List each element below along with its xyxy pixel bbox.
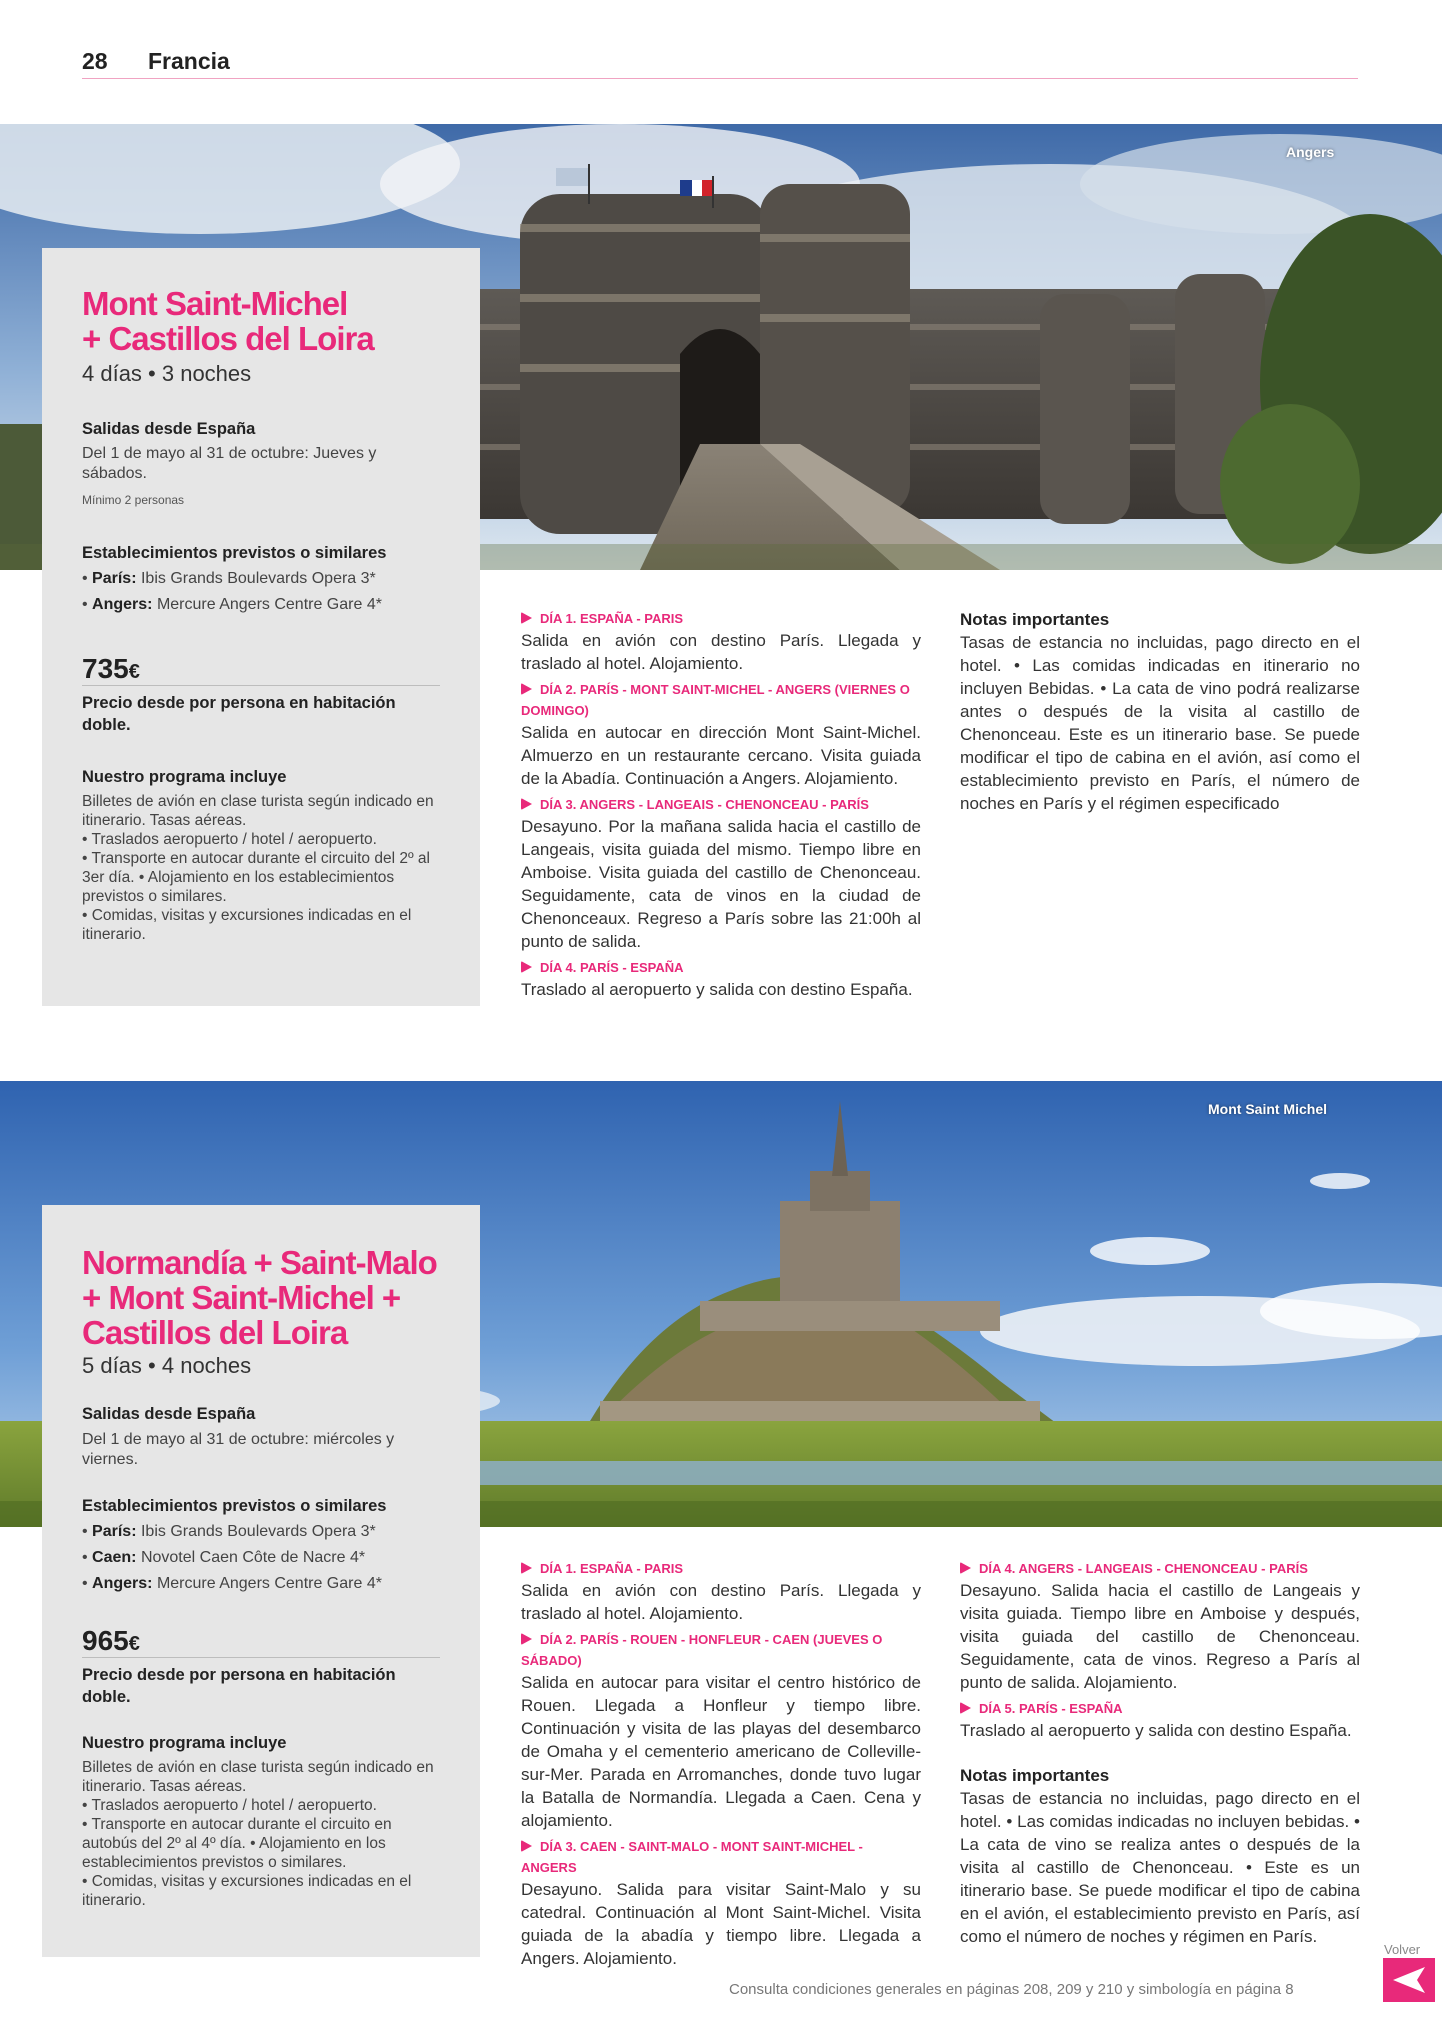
- tour2-includes-text: Billetes de avión en clase turista según indicado en itinerario. Tasas aéreas. • Traslados aeropuerto / hotel / aeropuerto. • Transporte en autocar durante el circuito en autobús del 2º al 4º día. • Alojamiento en los establecimientos previstos o similares. • Comidas, visitas y excursiones indicadas en el itinerario.: [82, 1759, 434, 1909]
- back-label: Volver: [1384, 1942, 1421, 1957]
- pink-triangle-icon: [960, 1702, 971, 1714]
- tour1-includes-label: Nuestro programa incluye: [82, 768, 287, 786]
- tour1-departures-label: Salidas desde España: [82, 420, 256, 438]
- pink-triangle-icon: [521, 961, 532, 973]
- tour1-itinerary: [521, 608, 921, 1005]
- tour2-price-note: Precio desde por persona en habitación doble.: [82, 1666, 396, 1706]
- tour2-hotels-label: Establecimientos previstos o similares: [82, 1497, 387, 1515]
- tour2-hotel-item: • Angers: Mercure Angers Centre Gare 4*: [82, 1575, 382, 1592]
- tour2-day-title: DÍA 2. PARÍS - ROUEN - HONFLEUR - CAEN (JUEVES O SÁBADO): [521, 1632, 883, 1668]
- page-number: 28: [82, 48, 108, 74]
- tour1-notes: [960, 608, 1360, 815]
- tour1-day-title: DÍA 4. PARÍS - ESPAÑA: [521, 957, 921, 978]
- tour2-title: Normandía + Saint-Malo + Mont Saint-Michel + Castillos del Loira: [82, 1244, 437, 1351]
- tour1-departures-text: Del 1 de mayo al 31 de octubre: Jueves y sábados.: [82, 445, 377, 482]
- tour2-info-box: [42, 1205, 480, 1957]
- tour2-notes-label: Notas importantes: [960, 1766, 1110, 1785]
- tour1-notes-label: Notas importantes: [960, 610, 1110, 629]
- tour1-price: 735€: [82, 653, 140, 684]
- tour1-info-box: [42, 248, 480, 1006]
- tour2-includes-label: Nuestro programa incluye: [82, 1734, 287, 1752]
- section-title: Francia: [148, 48, 230, 74]
- pink-triangle-icon: [521, 1562, 532, 1574]
- back-button[interactable]: [1383, 1958, 1435, 2002]
- tour2-price: 965€: [82, 1625, 140, 1656]
- tour1-notes-text: Tasas de estancia no incluidas, pago directo en el hotel. • Las comidas indicadas en itinerario no incluyen Bebidas. • La cata de vino podrá realizarse antes o después de la visita al castillo de Chenonceau. Este es un itinerario base. Se puede modificar el tipo de cabina en el avión, así como el establecimiento previsto en París, el número de noches en París y el régimen especificado: [960, 633, 1360, 813]
- tour2-price-divider: [82, 1657, 440, 1658]
- tour1-day-text: Salida en avión con destino París. Llegada y traslado al hotel. Alojamiento.: [521, 631, 921, 673]
- footer-note: Consulta condiciones generales en páginas 208, 209 y 210 y simbología en página 8: [729, 1981, 1294, 1998]
- pink-triangle-icon: [521, 1633, 532, 1645]
- tour1-hotel-item: • Angers: Mercure Angers Centre Gare 4*: [82, 596, 382, 613]
- tour1-hotels-label: Establecimientos previstos o similares: [82, 544, 387, 562]
- tour2-day-text: Traslado al aeropuerto y salida con destino España.: [960, 1721, 1352, 1740]
- tour2-day-title: DÍA 4. ANGERS - LANGEAIS - CHENONCEAU - PARÍS: [960, 1558, 1360, 1579]
- tour2-duration: 5 días • 4 noches: [82, 1353, 252, 1378]
- tour2-hotel-item: • París: Ibis Grands Boulevards Opera 3*: [82, 1523, 376, 1540]
- tour1-min-people: Mínimo 2 personas: [82, 493, 185, 507]
- tour2-day-title: DÍA 5. PARÍS - ESPAÑA: [960, 1698, 1360, 1719]
- tour2-notes-text: Tasas de estancia no incluidas, pago directo en el hotel. • Las comidas indicadas no incluyen bebidas. • La cata de vino se realiza antes o después de la visita al castillo de Chenonceau. • Este es un itinerario base. Se puede modificar el tipo de cabina en el avión, el establecimiento previsto en París, así como el número de noches y régimen en París.: [960, 1789, 1360, 1946]
- tour2-day-text: Salida en autocar para visitar el centro histórico de Rouen. Llegada a Honfleur y tiempo libre. Continuación y visita de las playas del desembarco de Omaha y el cementerio americano de Colleville-sur-Mer. Parada en Arromanches, donde tuvo lugar la Batalla de Normandía. Llegada a Caen. Cena y alojamiento.: [521, 1673, 921, 1830]
- pink-triangle-icon: [521, 612, 532, 624]
- tour2-day-text: Desayuno. Salida hacia el castillo de Langeais y visita guiada. Tiempo libre en Amboise y después, visita guiada del castillo de Chenonceau. Seguidamente, cata de vinos. Regreso a París al punto de salida. Alojamiento.: [960, 1581, 1360, 1692]
- tour1-day-title: DÍA 3. ANGERS - LANGEAIS - CHENONCEAU - PARÍS: [521, 794, 921, 815]
- tour2-departures-text: Del 1 de mayo al 31 de octubre: miércoles y viernes.: [82, 1431, 395, 1468]
- pink-triangle-icon: [960, 1562, 971, 1574]
- tour1-day-text: Salida en autocar en dirección Mont Saint-Michel. Almuerzo en un restaurante cercano. Visita guiada de la Abadía. Continuación a Angers. Alojamiento.: [521, 723, 921, 788]
- tour1-photo-caption: Angers: [1286, 144, 1335, 160]
- pink-triangle-icon: [521, 683, 532, 695]
- tour1-hotel-item: • París: Ibis Grands Boulevards Opera 3*: [82, 570, 376, 587]
- tour2-itinerary-col1: [521, 1558, 921, 1974]
- tour2-hotel-item: • Caen: Novotel Caen Côte de Nacre 4*: [82, 1549, 366, 1566]
- tour1-includes-text: Billetes de avión en clase turista según indicado en itinerario. Tasas aéreas. • Traslados aeropuerto / hotel / aeropuerto. • Transporte en autocar durante el circuito del 2º al 3er día. • Alojamiento en los establecimientos previstos o similares. • Comidas, visitas y excursiones indicadas en el itinerario.: [82, 793, 434, 943]
- tour2-itinerary-col2: [960, 1558, 1360, 1948]
- tour1-duration: 4 días • 3 noches: [82, 361, 252, 386]
- page-header: [82, 48, 1358, 79]
- tour1-day-title: DÍA 1. ESPAÑA - PARIS: [521, 608, 921, 629]
- tour2-day-text: Salida en avión con destino París. Llegada y traslado al hotel. Alojamiento.: [521, 1581, 921, 1623]
- tour1-day-text: Traslado al aeropuerto y salida con destino España.: [521, 980, 913, 999]
- tour2-departures-label: Salidas desde España: [82, 1405, 256, 1423]
- tour1-price-note: Precio desde por persona en habitación doble.: [82, 694, 396, 734]
- tour2-photo-caption: Mont Saint Michel: [1208, 1101, 1327, 1117]
- tour2-day-title: DÍA 1. ESPAÑA - PARIS: [521, 1558, 921, 1579]
- tour2-day-text: Desayuno. Salida para visitar Saint-Malo y su catedral. Continuación al Mont Saint-Michel. Visita guiada de la abadía y tiempo libre. Llegada a Angers. Alojamiento.: [521, 1880, 921, 1968]
- pink-triangle-icon: [521, 798, 532, 810]
- pink-triangle-icon: [521, 1840, 532, 1852]
- back-arrow-icon: [1383, 1958, 1435, 2002]
- tour1-price-divider: [82, 685, 440, 686]
- tour1-title: Mont Saint-Michel + Castillos del Loira: [82, 285, 374, 357]
- tour2-day-title: DÍA 3. CAEN - SAINT-MALO - MONT SAINT-MICHEL - ANGERS: [521, 1839, 863, 1875]
- tour1-day-title: DÍA 2. PARÍS - MONT SAINT-MICHEL - ANGERS (VIERNES O DOMINGO): [521, 682, 910, 718]
- tour1-day-text: Desayuno. Por la mañana salida hacia el castillo de Langeais, visita guiada del mismo. Tiempo libre en Amboise. Visita guiada del castillo de Chenonceau. Seguidamente, cata de vinos en la ciudad de Chenonceaux. Regreso a París sobre las 21:00h al punto de salida.: [521, 817, 921, 951]
